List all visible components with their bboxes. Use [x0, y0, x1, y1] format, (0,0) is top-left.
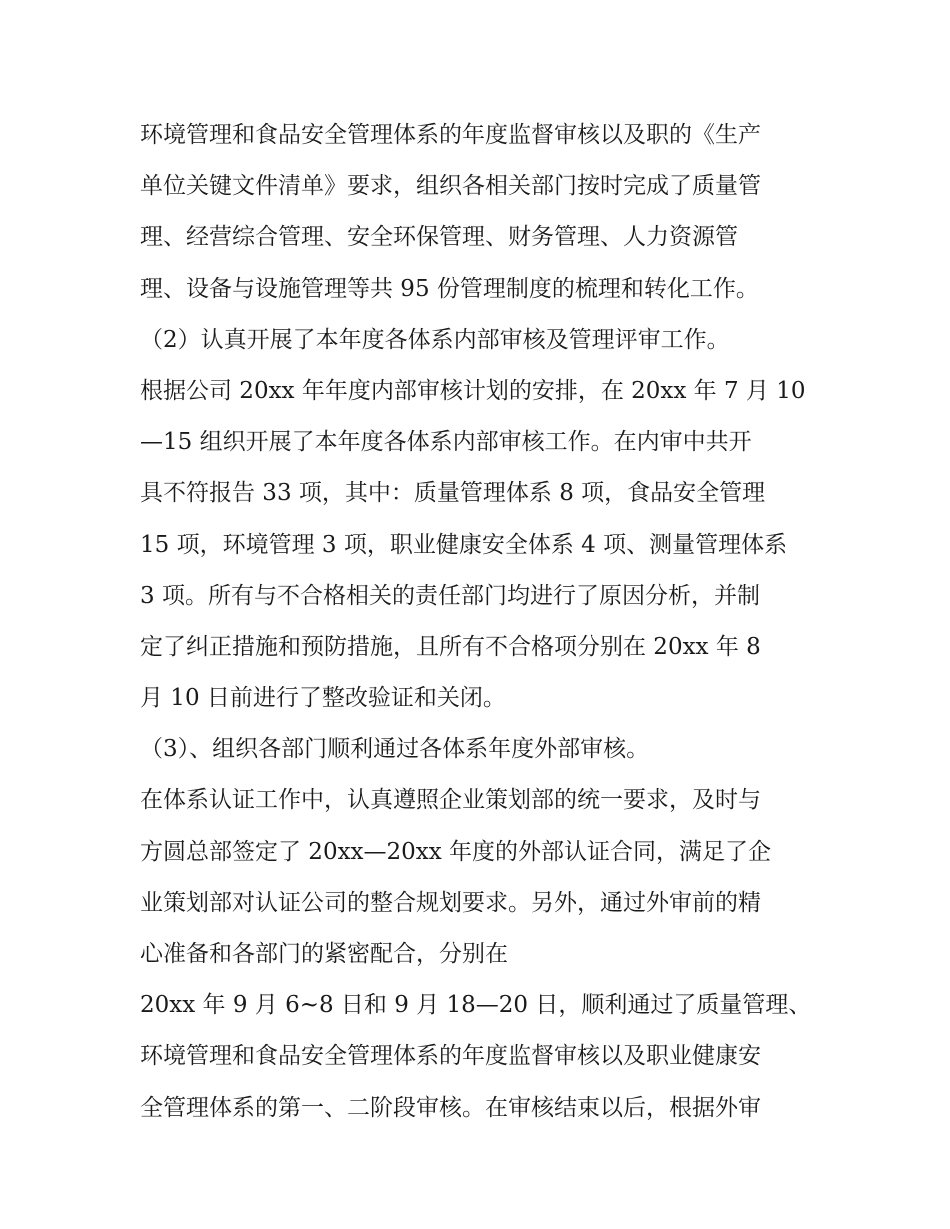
- text-line: 3 项。所有与不合格相关的责任部门均进行了原因分析，并制: [140, 582, 760, 609]
- text-line: 单位关键文件清单》要求，组织各相关部门按时完成了质量管: [140, 173, 761, 200]
- text-line: 环境管理和食品安全管理体系的年度监督审核以及职业健康安: [140, 1043, 761, 1070]
- text-line: 理、经营综合管理、安全环保管理、财务管理、人力资源管: [140, 224, 738, 251]
- section-heading-2: （2）认真开展了本年度各体系内部审核及管理评审工作。: [140, 326, 730, 353]
- text-line: 在体系认证工作中，认真遵照企业策划部的统一要求，及时与: [140, 787, 761, 814]
- text-line: 根据公司 20xx 年年度内部审核计划的安排，在 20xx 年 7 月 10: [140, 377, 806, 404]
- text-line: 方圆总部签定了 20xx—20xx 年度的外部认证合同，满足了企: [140, 838, 772, 865]
- text-line: 全管理体系的第一、二阶段审核。在审核结束以后，根据外审: [140, 1094, 761, 1121]
- text-line: 15 项，环境管理 3 项，职业健康安全体系 4 项、测量管理体系: [140, 531, 788, 558]
- text-line: 理、设备与设施管理等共 95 份管理制度的梳理和转化工作。: [140, 275, 759, 302]
- text-line: 业策划部对认证公司的整合规划要求。另外，通过外审前的精: [140, 889, 761, 916]
- text-line: 心准备和各部门的紧密配合，分别在: [140, 941, 508, 967]
- document-body: [140, 110, 820, 1134]
- section-heading-3: （3）、组织各部门顺利通过各体系年度外部审核。: [140, 736, 650, 763]
- text-line: 环境管理和食品安全管理体系的年度监督审核以及职的《生产: [140, 122, 761, 148]
- text-line: 月 10 日前进行了整改验证和关闭。: [140, 685, 506, 712]
- text-line: 定了纠正措施和预防措施，且所有不合格项分别在 20xx 年 8: [140, 633, 761, 660]
- text-line: 20xx 年 9 月 6~8 日和 9 月 18—20 日，顺利通过了质量管理、: [140, 992, 812, 1019]
- text-line: —15 组织开展了本年度各体系内部审核工作。在内审中共开: [140, 429, 752, 456]
- text-line: 具不符报告 33 项，其中：质量管理体系 8 项，食品安全管理: [140, 480, 766, 507]
